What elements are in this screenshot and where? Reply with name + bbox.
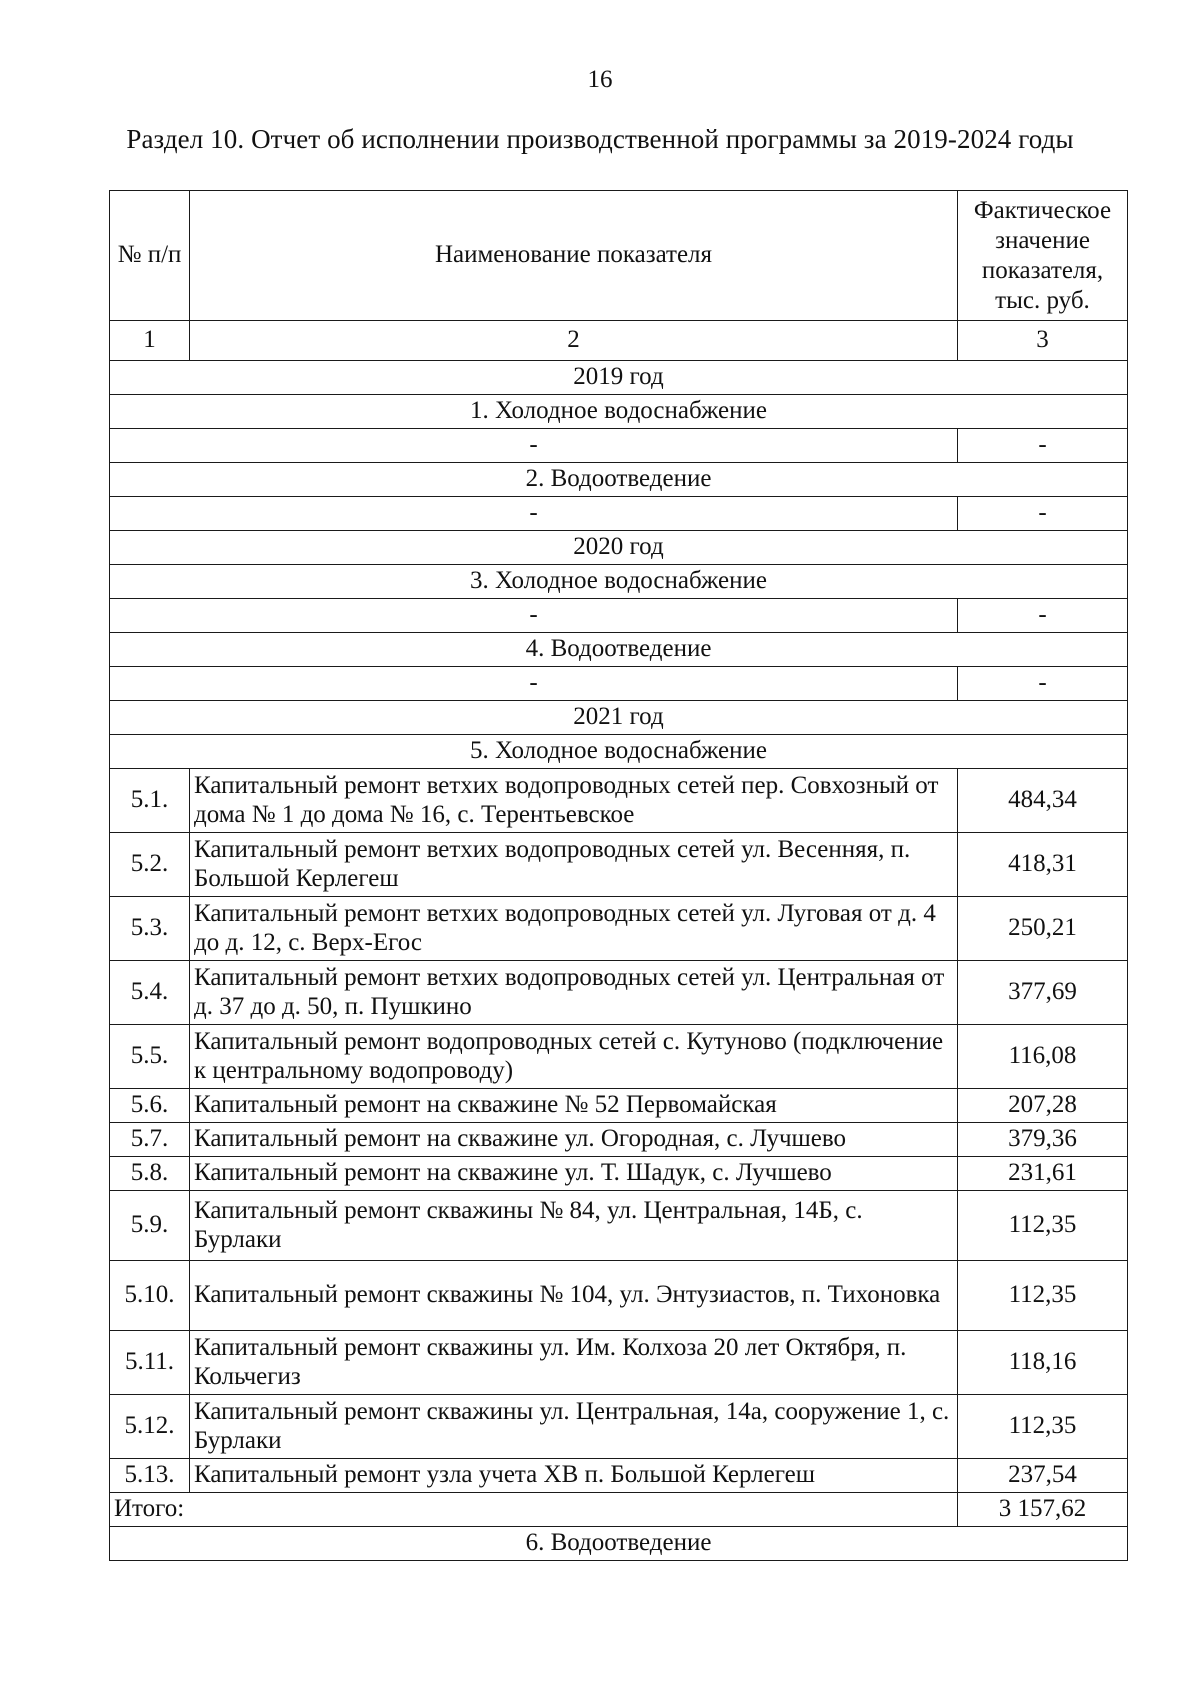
year-label: 2021 год	[110, 701, 1128, 735]
total-value: 3 157,62	[958, 1493, 1128, 1527]
row-value: 418,31	[958, 833, 1128, 897]
year-row-2019	[110, 361, 1128, 395]
row-value: 112,35	[958, 1395, 1128, 1459]
row-num: 5.6.	[110, 1089, 190, 1123]
row-value: 112,35	[958, 1191, 1128, 1261]
section-title-cell: 1. Холодное водоснабжение	[110, 395, 1128, 429]
row-value: 237,54	[958, 1459, 1128, 1493]
empty-value-cell: -	[958, 667, 1128, 701]
empty-row	[110, 667, 1128, 701]
section-title-cell: 2. Водоотведение	[110, 463, 1128, 497]
report-table	[109, 190, 1128, 1561]
table-row	[110, 1261, 1128, 1331]
row-num: 5.11.	[110, 1331, 190, 1395]
row-value: 377,69	[958, 961, 1128, 1025]
table-row	[110, 1123, 1128, 1157]
section-row	[110, 395, 1128, 429]
section-row	[110, 633, 1128, 667]
table-row	[110, 1089, 1128, 1123]
row-name: Капитальный ремонт ветхих водопроводных сетей ул. Луговая от д. 4 до д. 12, с. Верх-Егос	[190, 897, 958, 961]
row-value: 207,28	[958, 1089, 1128, 1123]
empty-value-cell: -	[958, 497, 1128, 531]
row-value: 116,08	[958, 1025, 1128, 1089]
section-title-cell: 6. Водоотведение	[110, 1527, 1128, 1561]
table-row	[110, 897, 1128, 961]
section-title-cell: 3. Холодное водоснабжение	[110, 565, 1128, 599]
header-value: Фактическое значение показателя, тыс. руб.	[958, 191, 1128, 321]
year-label: 2019 год	[110, 361, 1128, 395]
row-name: Капитальный ремонт узла учета ХВ п. Большой Керлегеш	[190, 1459, 958, 1493]
empty-value-cell: -	[958, 429, 1128, 463]
table-row	[110, 961, 1128, 1025]
section-title: Раздел 10. Отчет об исполнении производственной программы за 2019-2024 годы	[126, 124, 1074, 154]
row-name: Капитальный ремонт скважины ул. Им. Колхоза 20 лет Октября, п. Кольчегиз	[190, 1331, 958, 1395]
page-number: 16	[587, 66, 613, 93]
header-num: № п/п	[110, 191, 190, 321]
row-num: 5.9.	[110, 1191, 190, 1261]
table-row	[110, 769, 1128, 833]
row-name: Капитальный ремонт скважины ул. Центральная, 14а, сооружение 1, с. Бурлаки	[190, 1395, 958, 1459]
row-value: 250,21	[958, 897, 1128, 961]
row-num: 5.13.	[110, 1459, 190, 1493]
empty-name-cell: -	[110, 667, 958, 701]
row-num: 5.12.	[110, 1395, 190, 1459]
column-index-1: 1	[110, 321, 190, 361]
row-name: Капитальный ремонт на скважине ул. Огородная, с. Лучшево	[190, 1123, 958, 1157]
section-row	[110, 1527, 1128, 1561]
year-label: 2020 год	[110, 531, 1128, 565]
section-title-cell: 5. Холодное водоснабжение	[110, 735, 1128, 769]
table-row	[110, 1191, 1128, 1261]
column-index-row	[110, 321, 1128, 361]
table-row	[110, 833, 1128, 897]
empty-name-cell: -	[110, 497, 958, 531]
row-name: Капитальный ремонт скважины № 84, ул. Центральная, 14Б, с. Бурлаки	[190, 1191, 958, 1261]
row-name: Капитальный ремонт ветхих водопроводных сетей ул. Центральная от д. 37 до д. 50, п. Пушкино	[190, 961, 958, 1025]
row-num: 5.3.	[110, 897, 190, 961]
year-row-2021	[110, 701, 1128, 735]
section-row	[110, 463, 1128, 497]
table-row	[110, 1157, 1128, 1191]
empty-name-cell: -	[110, 599, 958, 633]
table-row	[110, 1459, 1128, 1493]
row-value: 118,16	[958, 1331, 1128, 1395]
row-num: 5.2.	[110, 833, 190, 897]
row-value: 484,34	[958, 769, 1128, 833]
empty-row	[110, 429, 1128, 463]
empty-name-cell: -	[110, 429, 958, 463]
row-name: Капитальный ремонт ветхих водопроводных сетей пер. Совхозный от дома № 1 до дома № 16, с. Терентьевское	[190, 769, 958, 833]
row-name: Капитальный ремонт ветхих водопроводных сетей ул. Весенняя, п. Большой Керлегеш	[190, 833, 958, 897]
empty-row	[110, 497, 1128, 531]
table-row	[110, 1331, 1128, 1395]
row-num: 5.4.	[110, 961, 190, 1025]
year-row-2020	[110, 531, 1128, 565]
column-index-3: 3	[958, 321, 1128, 361]
row-name: Капитальный ремонт на скважине ул. Т. Шадук, с. Лучшево	[190, 1157, 958, 1191]
row-name: Капитальный ремонт на скважине № 52 Первомайская	[190, 1089, 958, 1123]
header-name: Наименование показателя	[190, 191, 958, 321]
total-row	[110, 1493, 1128, 1527]
table-row	[110, 1395, 1128, 1459]
row-num: 5.1.	[110, 769, 190, 833]
row-num: 5.8.	[110, 1157, 190, 1191]
section-row	[110, 565, 1128, 599]
empty-row	[110, 599, 1128, 633]
table-row	[110, 1025, 1128, 1089]
column-index-2: 2	[190, 321, 958, 361]
row-value: 231,61	[958, 1157, 1128, 1191]
row-value: 379,36	[958, 1123, 1128, 1157]
row-num: 5.5.	[110, 1025, 190, 1089]
row-num: 5.10.	[110, 1261, 190, 1331]
table-header-row	[110, 191, 1128, 321]
total-label: Итого:	[110, 1493, 958, 1527]
section-title-cell: 4. Водоотведение	[110, 633, 1128, 667]
row-name: Капитальный ремонт скважины № 104, ул. Энтузиастов, п. Тихоновка	[190, 1261, 958, 1331]
row-name: Капитальный ремонт водопроводных сетей с. Кутуново (подключение к центральному водопроводу)	[190, 1025, 958, 1089]
row-num: 5.7.	[110, 1123, 190, 1157]
row-value: 112,35	[958, 1261, 1128, 1331]
empty-value-cell: -	[958, 599, 1128, 633]
section-row	[110, 735, 1128, 769]
